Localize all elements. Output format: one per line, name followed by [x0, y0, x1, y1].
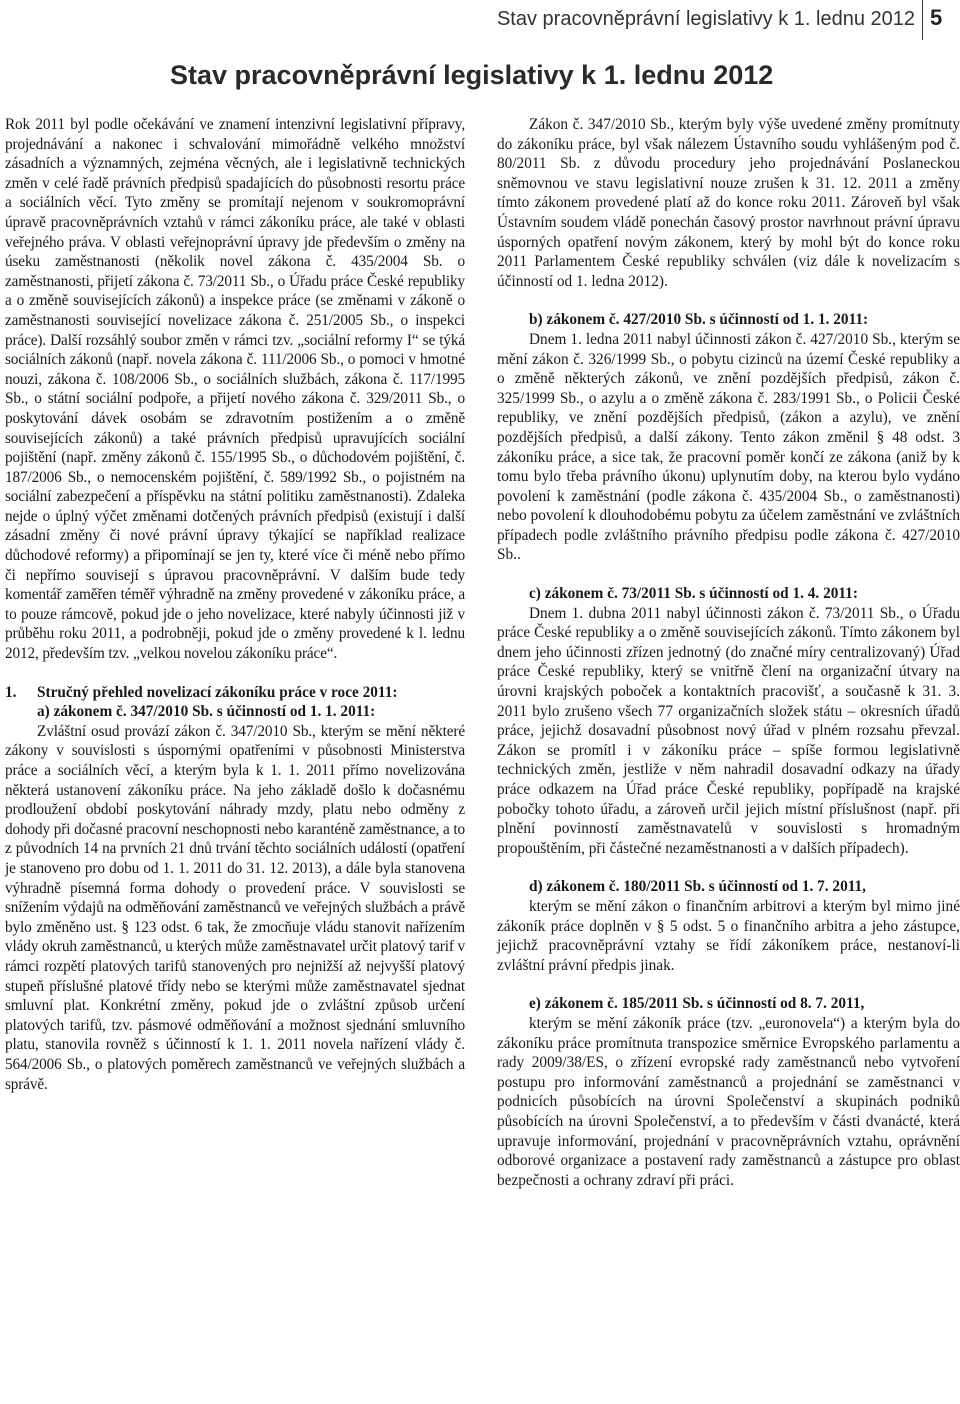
subsection-a-continued: Zákon č. 347/2010 Sb., kterým byly výše uvedené změny promítnuty do zákoníku práce, byl však nálezem Ústavního soudu vyhlášeným pod č. 80/2011 Sb. z důvodu procedury jeho projednávání Poslaneckou sněmovnou ve stavu legislativní nouze zrušen k 31. 12. 2011 a změny tímto zákonem provedené platí až do konce roku 2011. Zároveň byl však Ústavním soudem vládě ponechán časový prostor navrhnout právní úpravu úsporných opatření novým zákonem, který by mohl být do konce roku 2011 Parlamentem České republiky schválen (viz dále k novelizacím s účinností od 1. ledna 2012). [497, 116, 960, 290]
subsection-b-heading: b) zákonem č. 427/2010 Sb. s účinností od 1. 1. 2011: [529, 311, 869, 329]
left-column [5, 115, 465, 1094]
subsection-a-heading: a) zákonem č. 347/2010 Sb. s účinností od 1. 1. 2011: [37, 703, 376, 721]
subsection-e-heading: e) zákonem č. 185/2011 Sb. s účinností od 8. 7. 2011, [529, 995, 865, 1013]
header-divider [922, 0, 923, 40]
spacer [497, 565, 960, 584]
section-number: 1. [5, 683, 17, 701]
subsection-c-text: Dnem 1. dubna 2011 nabyl účinnosti zákon č. 73/2011 Sb., o Úřadu práce České republiky a o změně souvisejících zákonů. Tímto zákonem byl dnem jeho účinnosti zřízen jednotný (do značné míry centralizovaný) Úřad práce České republiky, který se vnitřně člení na organizační útvary na úrovni krajských poboček a kontaktních pracovišť, a současně k 31. 3. 2011 bylo zrušeno všech 77 organizačních složek státu – okresních úřadů práce, jejichž dosavadní působnost nový úřad v plném rozsahu převzal. Zákon se promítl i v zákoníku práce – spíše formou legislativně technických změn, jestliže v něm nahradil dosavadní odkazy na úřady práce odkazem na Úřad práce České republiky, popřípadě na krajské pobočky tohoto úřadu, a zároveň určil jejich místní příslušnost (např. při plnění povinností zaměstnavatelů v souvislosti s hromadným propouštěním, při částečné nezaměstnanosti a v dalších případech). [497, 604, 960, 857]
subsection-c-heading: c) zákonem č. 73/2011 Sb. s účinností od 1. 4. 2011: [529, 585, 858, 603]
subsection-a-text: Zvláštní osud provází zákon č. 347/2010 Sb., kterým se mění některé zákony v souvislosti s úspornými opatřeními v působnosti Ministerstva práce a sociálních věcí, a kterým byla k 1. 1. 2011 přímo novelizována některá ustanovení zákoníku práce. Na jeho základě došlo k dočasnému prodloužení období poskytování náhrady mzdy, platu nebo odměny z dohody při dočasné pracovní neschopnosti nebo karanténě zaměstnance, a to z původních 14 na prvních 21 dnů trvání těchto sociálních událostí (opatření je stanoveno pro dobu od 1. 1. 2011 do 31. 12. 2013), a dále byla stanovena výhradně písemná forma dohody o provedení práce. V souvislosti se snížením výdajů na odměňování zaměstnanců ve veřejných službách a právě bylo změněno ust. § 123 odst. 6 tak, že zmocňuje vládu stanovit nařízením vlády okruh zaměstnanců, u kterých může zaměstnavatel určit platový tarif v rámci rozpětí platových tarifů stanovených pro nejnižší až nejvyšší platový stupeň příslušné platové třídy nebo se kterými může zaměstnavatel sjednat smluvní plat. Konkrétní změny, pokud jde o zvláštní způsob určení platových tarifů, tzv. pásmové odměňování a možnost sjednání smluvního platu, stanovila rovněž s účinností k 1. 1. 2011 novela nařízení vlády č. 564/2006 Sb., o platových poměrech zaměstnanců ve veřejných službách a správě. [5, 722, 465, 1093]
running-header: Stav pracovněprávní legislativy k 1. lednu 2012 [496, 8, 915, 30]
section-1-heading [5, 683, 465, 703]
spacer [5, 664, 465, 683]
page-title: Stav pracovněprávní legislativy k 1. lednu 2012 [170, 60, 774, 90]
intro-paragraph: Rok 2011 byl podle očekávání ve znamení intenzivní legislativní přípravy, projednávání a nakonec i schvalování mimořádně velkého množství zásadních a významných, zejména věcných, ale i legislativně technických změn v celé řadě právních předpisů spadajících do působnosti resortu práce a sociálních věcí. Tyto změny se promítají nejenom v soukromoprávní úpravě pracovněprávních vztahů v rámci zákoníku práce, ale také v oblasti veřejného práva. V oblasti veřejnoprávní úpravy jde především o změny na úseku zaměstnanosti (několik novel zákona č. 435/2004 Sb. o zaměstnanosti, přijetí zákona č. 73/2011 Sb., o Úřadu práce České republiky a o změně souvisejících zákonů) a inspekce práce (se změnami v zákoně o zaměstnanosti související novelizace zákona č. 251/2005 Sb., o inspekci práce). Další rozsáhlý soubor změn v rámci tzv. „sociální reformy I“ se týká sociálních zákonů (např. novela zákona č. 111/2006 Sb., o pomoci v hmotné nouzi, zákona č. 108/2006 Sb., o sociálních službách, zákona č. 117/1995 Sb., o státní sociální podpoře, a přijetí nového zákona č. 329/2011 Sb., o poskytování dávek osobám se zdravotním postižením a o změně souvisejících zákonů) a také právních předpisů upravujících sociální pojištění (např. změny zákonů č. 155/1995 Sb., o důchodovém pojištění, č. 187/2006 Sb., o nemocenském pojištění, č. 589/1992 Sb., o pojistném na sociální zabezpečení a příspěvku na státní politiku zaměstnanosti). Zdaleka nejde o úplný výčet změnami dotčených právních předpisů (existují i další zásadní změny či nové právní úpravy týkající se například realizace důchodové reformy) a připomínají se jen ty, které více či méně nebo přímo či nepřímo souvisejí s úpravou pracovněprávní. V dalším bude tedy komentář zaměřen téměř výhradně na změny provedené v zákoníku práce, a to pouze rámcově, pokud jde o jeho novelizace, které nabyly účinnosti již v průběhu roku 2011, a podrobněji, pokud jde o změny provedené k l. lednu 2012, především tzv. „velkou novelou zákoníku práce“. [5, 116, 465, 663]
spacer [497, 858, 960, 877]
subsection-d-text: kterým se mění zákon o finančním arbitrovi a kterým byl mimo jiné zákoník práce doplněn v § 5 odst. 5 o finančního arbitra a jeho zástupce, jejichž pracovněprávní vztahy se řídí zákoníkem práce, nestanoví-li zvláštní právní předpis jinak. [497, 897, 960, 974]
subsection-d-heading: d) zákonem č. 180/2011 Sb. s účinností od 1. 7. 2011, [529, 878, 867, 896]
subsection-e-text: kterým se mění zákoník práce (tzv. „euronovela“) a kterým byla do zákoníku práce promítnuta transpozice směrnice Evropského parlamentu a rady 2009/38/ES, o zřízení evropské rady zaměstnanců nebo vytvoření postupu pro informování zaměstnanců a projednání se zaměstnanci v podnicích působících na úrovni Společenství a skupinách podniků působících na úrovni Společenství, a to především v části dvanácté, která upravuje informování, projednání v pracovněprávních vztahu, oprávnění odborové organizace a postavení rady zaměstnanců a zástupce pro oblast bezpečnosti a ochrany zdraví při práci. [497, 1014, 960, 1189]
right-column [497, 115, 960, 1190]
section-title: Stručný přehled novelizací zákoníku práce v roce 2011: [37, 683, 398, 701]
spacer [497, 291, 960, 310]
subsection-b-text: Dnem 1. ledna 2011 nabyl účinnosti zákon č. 427/2010 Sb., kterým se mění zákon č. 326/1999 Sb., o pobytu cizinců na území České republiky a o změně některých zákonů, ve znění pozdějších předpisů, zákon č. 325/1999 Sb., o azylu a o změně zákona č. 283/1991 Sb., o Policii České republiky, ve znění pozdějších předpisů, (zákon a azylu), ve znění pozdějších předpisů, a další zákony. Tento zákon změnil § 48 odst. 3 zákoníku práce, a sice tak, že pracovní poměr končí ze zákona (aniž by k tomu bylo třeba právního úkonu) uplynutím doby, na kterou bylo vydáno povolení k zaměstnání (podle zákona č. 435/2004 Sb., o zaměstnanosti) nebo povolení k dlouhodobému pobytu za účelem zaměstnání ve zvláštních případech podle zvláštního právního předpisu podle zákona č. 427/2010 Sb.. [497, 330, 960, 564]
spacer [497, 975, 960, 994]
page-number: 5 [930, 5, 943, 30]
